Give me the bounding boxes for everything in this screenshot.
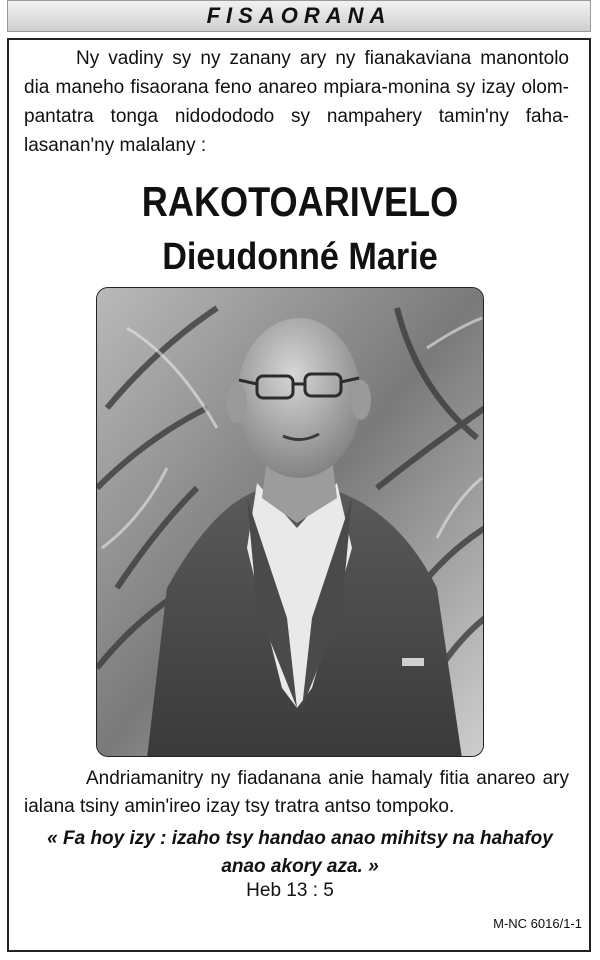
deceased-given-names: Dieudonné Marie: [162, 236, 438, 278]
verse-line-2: anao akory aza. »: [221, 856, 379, 877]
portrait-illustration: [97, 288, 484, 757]
intro-paragraph: Ny vadiny sy ny zanany ary ny fianakaviana manontolo dia maneho fisaorana feno anareo mpiara-monina sy izay olom-pantatra tonga nidodododo sy nampahery tamin'ny faha-lasanan'ny malalany :: [24, 48, 569, 156]
portrait-photo: [96, 287, 484, 757]
header-bar: [7, 0, 591, 32]
page-title: FISAORANA: [206, 3, 392, 28]
verse-line-1: « Fa hoy izy : izaho tsy handao anao mihitsy na hahafoy: [47, 828, 553, 849]
deceased-surname: RAKOTOARIVELO: [141, 178, 459, 225]
thanks-paragraph: Andriamanitry ny fiadanana anie hamaly fitia anareo ary ialana tsiny amin'ireo izay tsy tratra antso tompoko.: [24, 768, 569, 817]
verse-reference: Heb 13 : 5: [246, 880, 334, 901]
bible-verse: [0, 825, 600, 881]
notice-code: M-NC 6016/1-1: [493, 916, 582, 931]
